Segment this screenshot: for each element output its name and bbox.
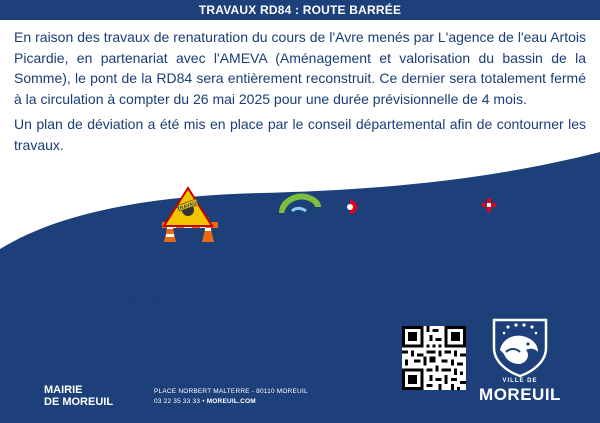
notice-body [14,27,586,160]
ville-de-label: VILLE DE [502,378,538,384]
website-link[interactable]: MOREUIL.COM [206,398,256,405]
page-title: TRAVAUX RD84 : ROUTE BARRÉE [0,0,600,20]
address-line: PLACE NORBERT MALTERRE - 80110 MOREUIL [154,388,308,395]
thanks-line: Vous remerciant de votre compréhension, [98,267,338,281]
contact-address [154,387,308,407]
vinci-name: VINCI [432,198,465,212]
notice-paragraph-1: En raison des travaux de renaturation du cours de l'Avre menés par L'agence de l'eau Artois Picardie, en partenariat avec l'AMEVA (Aménagement et valorisation du bassin de la Somme), le pont de la RD84 sera entièrement reconstruit. Ce dernier sera totalement fermé à la circulation à compter du 26 mai 2025 pour une durée prévisionnelle de 4 mois. [14,29,586,107]
vinci-logo [432,196,502,220]
signature-line: L'Équipe Municipale. [98,291,217,305]
vinci-subtitle: CONSTRUCTION [462,212,497,217]
ocelian-logo [342,198,414,218]
ocelian-name: OCÉLIAN [360,202,403,212]
roadwork-sign-label: TRAVAUX [176,199,201,213]
separator-bullet: • [200,398,207,405]
qr-code [402,326,466,390]
mairie-line-1: MAIRIE [44,384,83,396]
notice-paragraph-2: Un plan de déviation a été mis en place par le conseil départemental afin de contourner les travaux. [14,116,586,153]
ameva-logo [268,193,330,241]
roadwork-sign-logo [156,186,222,244]
ameva-name: ameva [280,215,318,229]
mairie-line-2: DE MOREUIL [44,396,114,408]
town-name: MOREUIL [479,385,561,404]
moreuil-crest-icon [486,314,554,388]
phone-number: 03 22 35 33 33 [154,398,201,405]
closing-message [98,262,418,310]
ameva-tagline: Aménagement et valorisation du bassin de la Somme [282,229,326,241]
mairie-label [44,384,113,408]
